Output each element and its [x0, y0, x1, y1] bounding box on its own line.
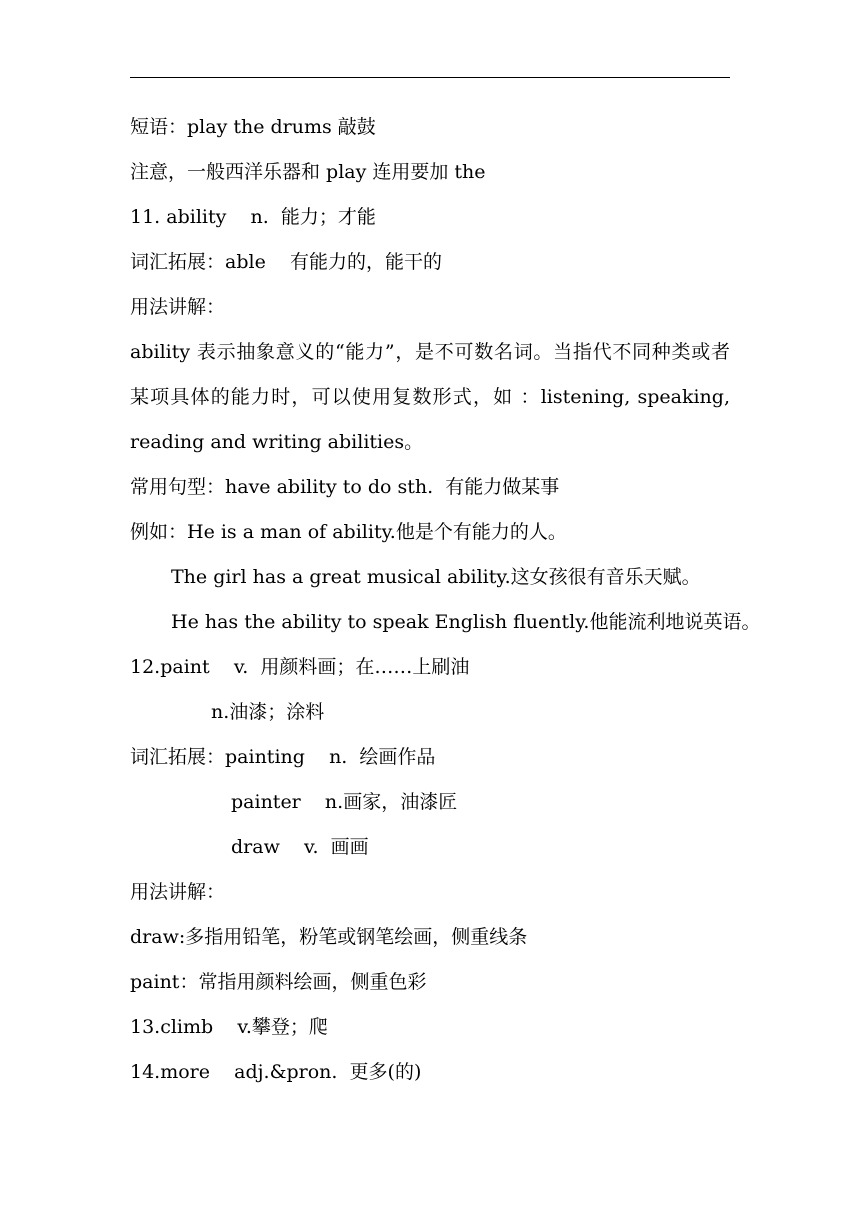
note-line: 注意，一般西洋乐器和 play 连用要加 the	[130, 161, 486, 183]
vocab-extension-draw: draw v. 画画	[231, 836, 369, 858]
entry-paint-noun: n.油漆；涂料	[211, 701, 325, 723]
vocab-extension-painting: 词汇拓展：painting n. 绘画作品	[130, 746, 436, 768]
usage-draw-line: draw:多指用铅笔，粉笔或钢笔绘画，侧重线条	[130, 926, 528, 948]
usage-paragraph-line-2: 某项具体的能力时，可以使用复数形式，如 ：listening, speaking,	[130, 386, 730, 408]
entry-more: 14.more adj.&pron. 更多(的)	[130, 1061, 422, 1083]
usage-paragraph-line-1: ability 表示抽象意义的“能力”，是不可数名词。当指代不同种类或者	[130, 341, 730, 363]
example-line-3: He has the ability to speak English fluently.他能流利地说英语。	[171, 611, 761, 633]
header-rule	[130, 77, 730, 78]
vocab-extension-painter: painter n.画家，油漆匠	[231, 791, 458, 813]
usage-paragraph-line-3: reading and writing abilities。	[130, 431, 424, 453]
example-line-1: 例如：He is a man of ability.他是个有能力的人。	[130, 521, 567, 543]
entry-paint: 12.paint v. 用颜料画；在……上刷油	[130, 656, 470, 678]
entry-ability: 11. ability n. 能力；才能	[130, 206, 376, 228]
entry-climb: 13.climb v.攀登；爬	[130, 1016, 328, 1038]
usage-heading: 用法讲解：	[130, 296, 226, 318]
usage-paint-line: paint：常指用颜料绘画，侧重色彩	[130, 971, 427, 993]
phrase-line: 短语：play the drums 敲鼓	[130, 116, 376, 138]
vocab-extension-able: 词汇拓展：able 有能力的，能干的	[130, 251, 442, 273]
example-line-2: The girl has a great musical ability.这女孩很有音乐天赋。	[171, 566, 701, 588]
common-pattern-line: 常用句型：have ability to do sth. 有能力做某事	[130, 476, 560, 498]
usage-heading-2: 用法讲解：	[130, 881, 226, 903]
